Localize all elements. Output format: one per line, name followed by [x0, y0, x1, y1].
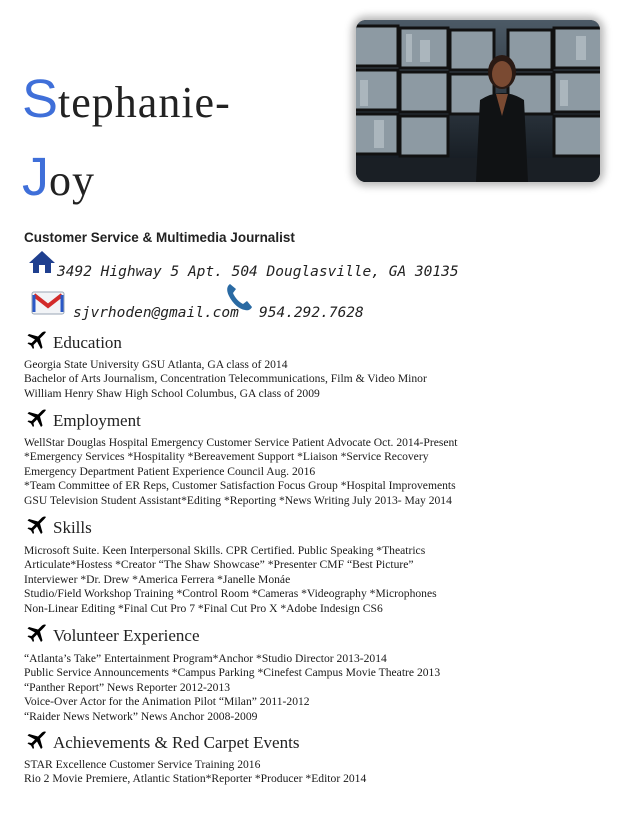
phone-icon	[224, 282, 254, 312]
section-line: “Raider News Network” News Anchor 2008-2009	[24, 709, 258, 723]
section-title: Education	[53, 333, 122, 352]
section-line: Voice-Over Actor for the Animation Pilot “Milan” 2011-2012	[24, 695, 310, 709]
section-line: *Team Committee of ER Reps, Customer Satisfaction Focus Group *Hospital Improvements	[24, 479, 456, 493]
email-address: sjvrhoden@gmail.com	[73, 305, 239, 321]
section-line: Bachelor of Arts Journalism, Concentration Telecommunications, Film & Video Minor	[24, 372, 427, 386]
section-line: Georgia State University GSU Atlanta, GA class of 2014	[24, 358, 288, 371]
section-line: Articulate*Hostess *Creator “The Shaw Showcase” *Presenter CMF “Best Picture”	[24, 558, 414, 572]
mail-icon	[31, 291, 65, 315]
section-line: GSU Television Student Assistant*Editing *Reporting *News Writing July 2013- May 2014	[24, 493, 452, 507]
airplane-icon	[24, 514, 50, 538]
section-title: Skills	[53, 518, 92, 537]
airplane-icon	[24, 329, 50, 353]
section-line: Microsoft Suite. Keen Interpersonal Skills. CPR Certified. Public Speaking *Theatrics	[24, 544, 426, 557]
section-line: Non-Linear Editing *Final Cut Pro 7 *Final Cut Pro X *Adobe Indesign CS6	[24, 601, 383, 615]
phone-number: 954.292.7628	[259, 305, 364, 321]
airplane-icon	[24, 729, 50, 753]
name-first	[22, 68, 231, 130]
section-line: WellStar Douglas Hospital Emergency Customer Service Patient Advocate Oct. 2014-Present	[24, 436, 458, 449]
profile-photo	[356, 20, 600, 182]
section-achievements-body	[24, 758, 366, 787]
job-title: Customer Service & Multimedia Journalist	[24, 230, 295, 245]
section-title: Volunteer Experience	[53, 626, 200, 645]
section-education-body	[24, 358, 427, 401]
section-title: Employment	[53, 411, 141, 430]
section-line: STAR Excellence Customer Service Training 2016	[24, 758, 261, 771]
home-icon	[28, 250, 56, 274]
name-last	[22, 146, 95, 208]
section-line: Rio 2 Movie Premiere, Atlantic Station*Reporter *Producer *Editor 2014	[24, 772, 367, 786]
section-employment-body	[24, 436, 458, 508]
name-first-initial: S	[22, 69, 59, 129]
section-line: Studio/Field Workshop Training *Control Room *Cameras *Videography *Microphones	[24, 587, 437, 601]
name-last-rest: oy	[49, 156, 95, 205]
section-line: Interviewer *Dr. Drew *America Ferrera *Janelle Monáe	[24, 572, 291, 586]
section-line: William Henry Shaw High School Columbus, GA class of 2009	[24, 386, 320, 400]
airplane-icon	[24, 622, 50, 646]
airplane-icon	[24, 407, 50, 431]
section-volunteer-body	[24, 652, 440, 724]
section-line: Public Service Announcements *Campus Parking *Cinefest Campus Movie Theatre 2013	[24, 666, 441, 680]
name-last-initial: J	[22, 147, 49, 207]
section-line: “Panther Report” News Reporter 2012-2013	[24, 680, 231, 694]
section-line: Emergency Department Patient Experience Council Aug. 2016	[24, 464, 316, 478]
section-title: Achievements & Red Carpet Events	[53, 733, 300, 752]
section-line: *Emergency Services *Hospitality *Bereavement Support *Liaison *Service Recovery	[24, 450, 429, 464]
section-skills-body	[24, 544, 437, 616]
name-first-rest: tephanie-	[58, 78, 231, 127]
section-line: “Atlanta’s Take” Entertainment Program*Anchor *Studio Director 2013-2014	[24, 652, 387, 665]
address: 3492 Highway 5 Apt. 504 Douglasville, GA 30135	[57, 264, 459, 280]
